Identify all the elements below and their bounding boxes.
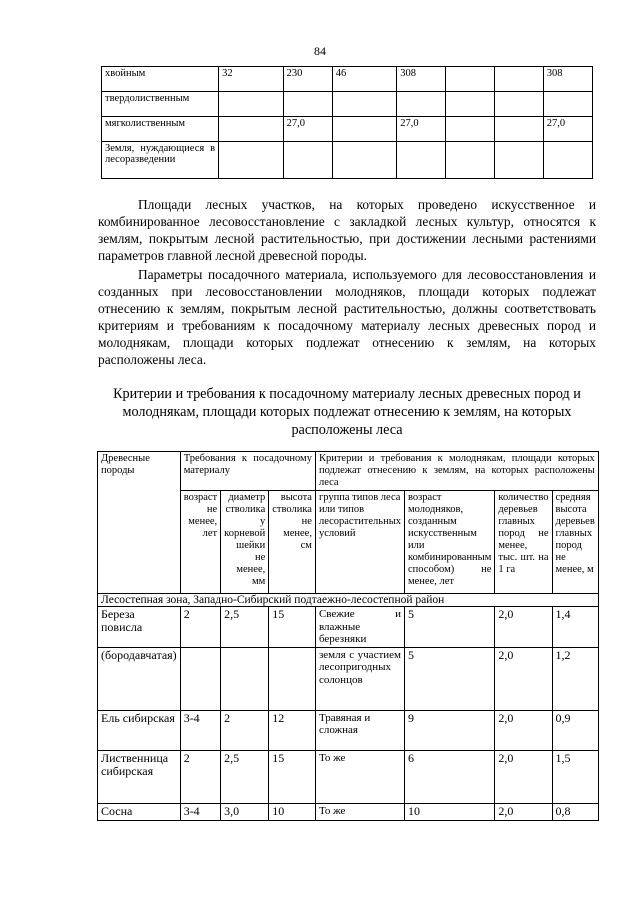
land-category-table — [101, 66, 593, 179]
height-cell: 15 — [269, 607, 316, 648]
diameter-cell: 2,5 — [221, 607, 269, 648]
zone-row — [98, 594, 599, 607]
forest-group-cell: земля с участием лесопригодных солонцов — [315, 647, 404, 710]
table-row — [102, 142, 593, 179]
page-number: 84 — [314, 44, 326, 58]
table-cell: 32 — [219, 67, 283, 92]
header-young-stand-requirements: Критерии и требования к молоднякам, площади которых подлежат отнесению к землям, на которых расположены леса — [315, 452, 598, 491]
zone-label: Лесостепная зона, Западно-Сибирский подтаежно-лесостепной район — [98, 594, 599, 607]
subheader-diameter: диаметр стволика у корневой шейки не менее, мм — [221, 491, 269, 594]
table-cell — [446, 67, 495, 92]
header-planting-requirements: Требования к посадочному материалу — [180, 452, 315, 491]
header-row — [98, 452, 599, 491]
subheader-tree-count: количество деревьев главных пород не менее, тыс. шт. на 1 га — [495, 491, 552, 594]
table-cell: 308 — [543, 67, 592, 92]
young-age-cell: 9 — [405, 710, 495, 750]
subheader-age: возраст не менее, лет — [180, 491, 220, 594]
table-cell: 27,0 — [543, 117, 592, 142]
diameter-cell — [221, 647, 269, 710]
table-cell — [397, 92, 446, 117]
table-cell — [446, 117, 495, 142]
header-species: Древесные породы — [98, 452, 181, 594]
table-cell — [543, 92, 592, 117]
species-cell: Береза повисла — [98, 607, 181, 648]
table-cell — [219, 117, 283, 142]
table-cell — [543, 142, 592, 179]
row-label: мягколиственным — [102, 117, 219, 142]
young-age-cell: 6 — [405, 750, 495, 803]
diameter-cell: 2 — [221, 710, 269, 750]
table-cell: 308 — [397, 67, 446, 92]
table-cell — [397, 142, 446, 179]
average-height-cell: 1,2 — [552, 647, 598, 710]
species-cell: Сосна — [98, 803, 181, 820]
table-cell — [446, 92, 495, 117]
average-height-cell: 0,8 — [552, 803, 598, 820]
tree-count-cell: 2,0 — [495, 710, 552, 750]
row-label: хвойным — [102, 67, 219, 92]
table-cell — [219, 142, 283, 179]
species-cell: Лиственница сибирская — [98, 750, 181, 803]
table-cell: 46 — [332, 67, 396, 92]
table-cell: 230 — [283, 67, 332, 92]
table-cell — [495, 117, 544, 142]
age-cell — [180, 647, 220, 710]
section-heading: Критерии и требования к посадочному материалу лесных древесных пород и молоднякам, площади которых подлежат отнесению к землям, на которых расположены леса — [113, 386, 581, 438]
table-row — [98, 647, 599, 710]
table-cell — [495, 142, 544, 179]
table-cell — [283, 142, 332, 179]
subheader-average-height: средняя высота деревьев главных пород не менее, м — [552, 491, 598, 594]
paragraph-planting-material: Параметры посадочного материала, используемого для лесовосстановления и созданных при лесовосстановлении молодняков, площади которых подлежат отнесению к землям, покрытым лесной растительностью, должны соответствовать критериям и требованиям к посадочному материалу лесных древесных пород и молоднякам, площади которых подлежат отнесению к землям, на которых расположены леса. — [98, 267, 596, 367]
young-age-cell: 5 — [405, 607, 495, 648]
table-cell — [495, 67, 544, 92]
row-label: Земля, нуждающиеся в лесоразведении — [102, 142, 219, 179]
table-cell — [332, 142, 396, 179]
table-row — [98, 803, 599, 820]
row-label: твердолиственным — [102, 92, 219, 117]
age-cell: 2 — [180, 607, 220, 648]
paragraph-reforestation: Площади лесных участков, на которых проведено искусственное и комбинированное лесовосстановление с закладкой лесных культур, относятся к землям, покрытым лесной растительностью, при достижении лесными растениями параметров главной лесной древесной породы. — [98, 197, 596, 263]
forest-group-cell: Травяная и сложная — [315, 710, 404, 750]
average-height-cell: 1,4 — [552, 607, 598, 648]
age-cell: 3-4 — [180, 710, 220, 750]
average-height-cell: 1,5 — [552, 750, 598, 803]
table-row — [102, 117, 593, 142]
young-age-cell: 5 — [405, 647, 495, 710]
table-cell: 27,0 — [283, 117, 332, 142]
height-cell — [269, 647, 316, 710]
table-row — [98, 750, 599, 803]
table-cell — [495, 92, 544, 117]
table-cell — [446, 142, 495, 179]
table-row — [98, 710, 599, 750]
tree-count-cell: 2,0 — [495, 607, 552, 648]
forest-group-cell: То же — [315, 750, 404, 803]
diameter-cell: 3,0 — [221, 803, 269, 820]
table-cell: 27,0 — [397, 117, 446, 142]
tree-count-cell: 2,0 — [495, 750, 552, 803]
subheader-forest-group: группа типов леса или типов лесорастительных условий — [315, 491, 404, 594]
table-cell — [332, 117, 396, 142]
table-row — [102, 92, 593, 117]
species-cell: (бородавчатая) — [98, 647, 181, 710]
height-cell: 12 — [269, 710, 316, 750]
diameter-cell: 2,5 — [221, 750, 269, 803]
subheader-height: высота стволика не менее, см — [269, 491, 316, 594]
height-cell: 15 — [269, 750, 316, 803]
table-cell — [219, 92, 283, 117]
table-cell — [332, 92, 396, 117]
criteria-table — [97, 451, 599, 821]
tree-count-cell: 2,0 — [495, 647, 552, 710]
table-row — [102, 67, 593, 92]
age-cell: 2 — [180, 750, 220, 803]
forest-group-cell: То же — [315, 803, 404, 820]
table-row — [98, 607, 599, 648]
subheader-young-age: возраст молодняков, созданным искусственным или комбинированным способом) не менее, лет — [405, 491, 495, 594]
average-height-cell: 0,9 — [552, 710, 598, 750]
table-cell — [283, 92, 332, 117]
young-age-cell: 10 — [405, 803, 495, 820]
forest-group-cell: Свежие и влажные березняки — [315, 607, 404, 648]
tree-count-cell: 2,0 — [495, 803, 552, 820]
species-cell: Ель сибирская — [98, 710, 181, 750]
age-cell: 3-4 — [180, 803, 220, 820]
height-cell: 10 — [269, 803, 316, 820]
